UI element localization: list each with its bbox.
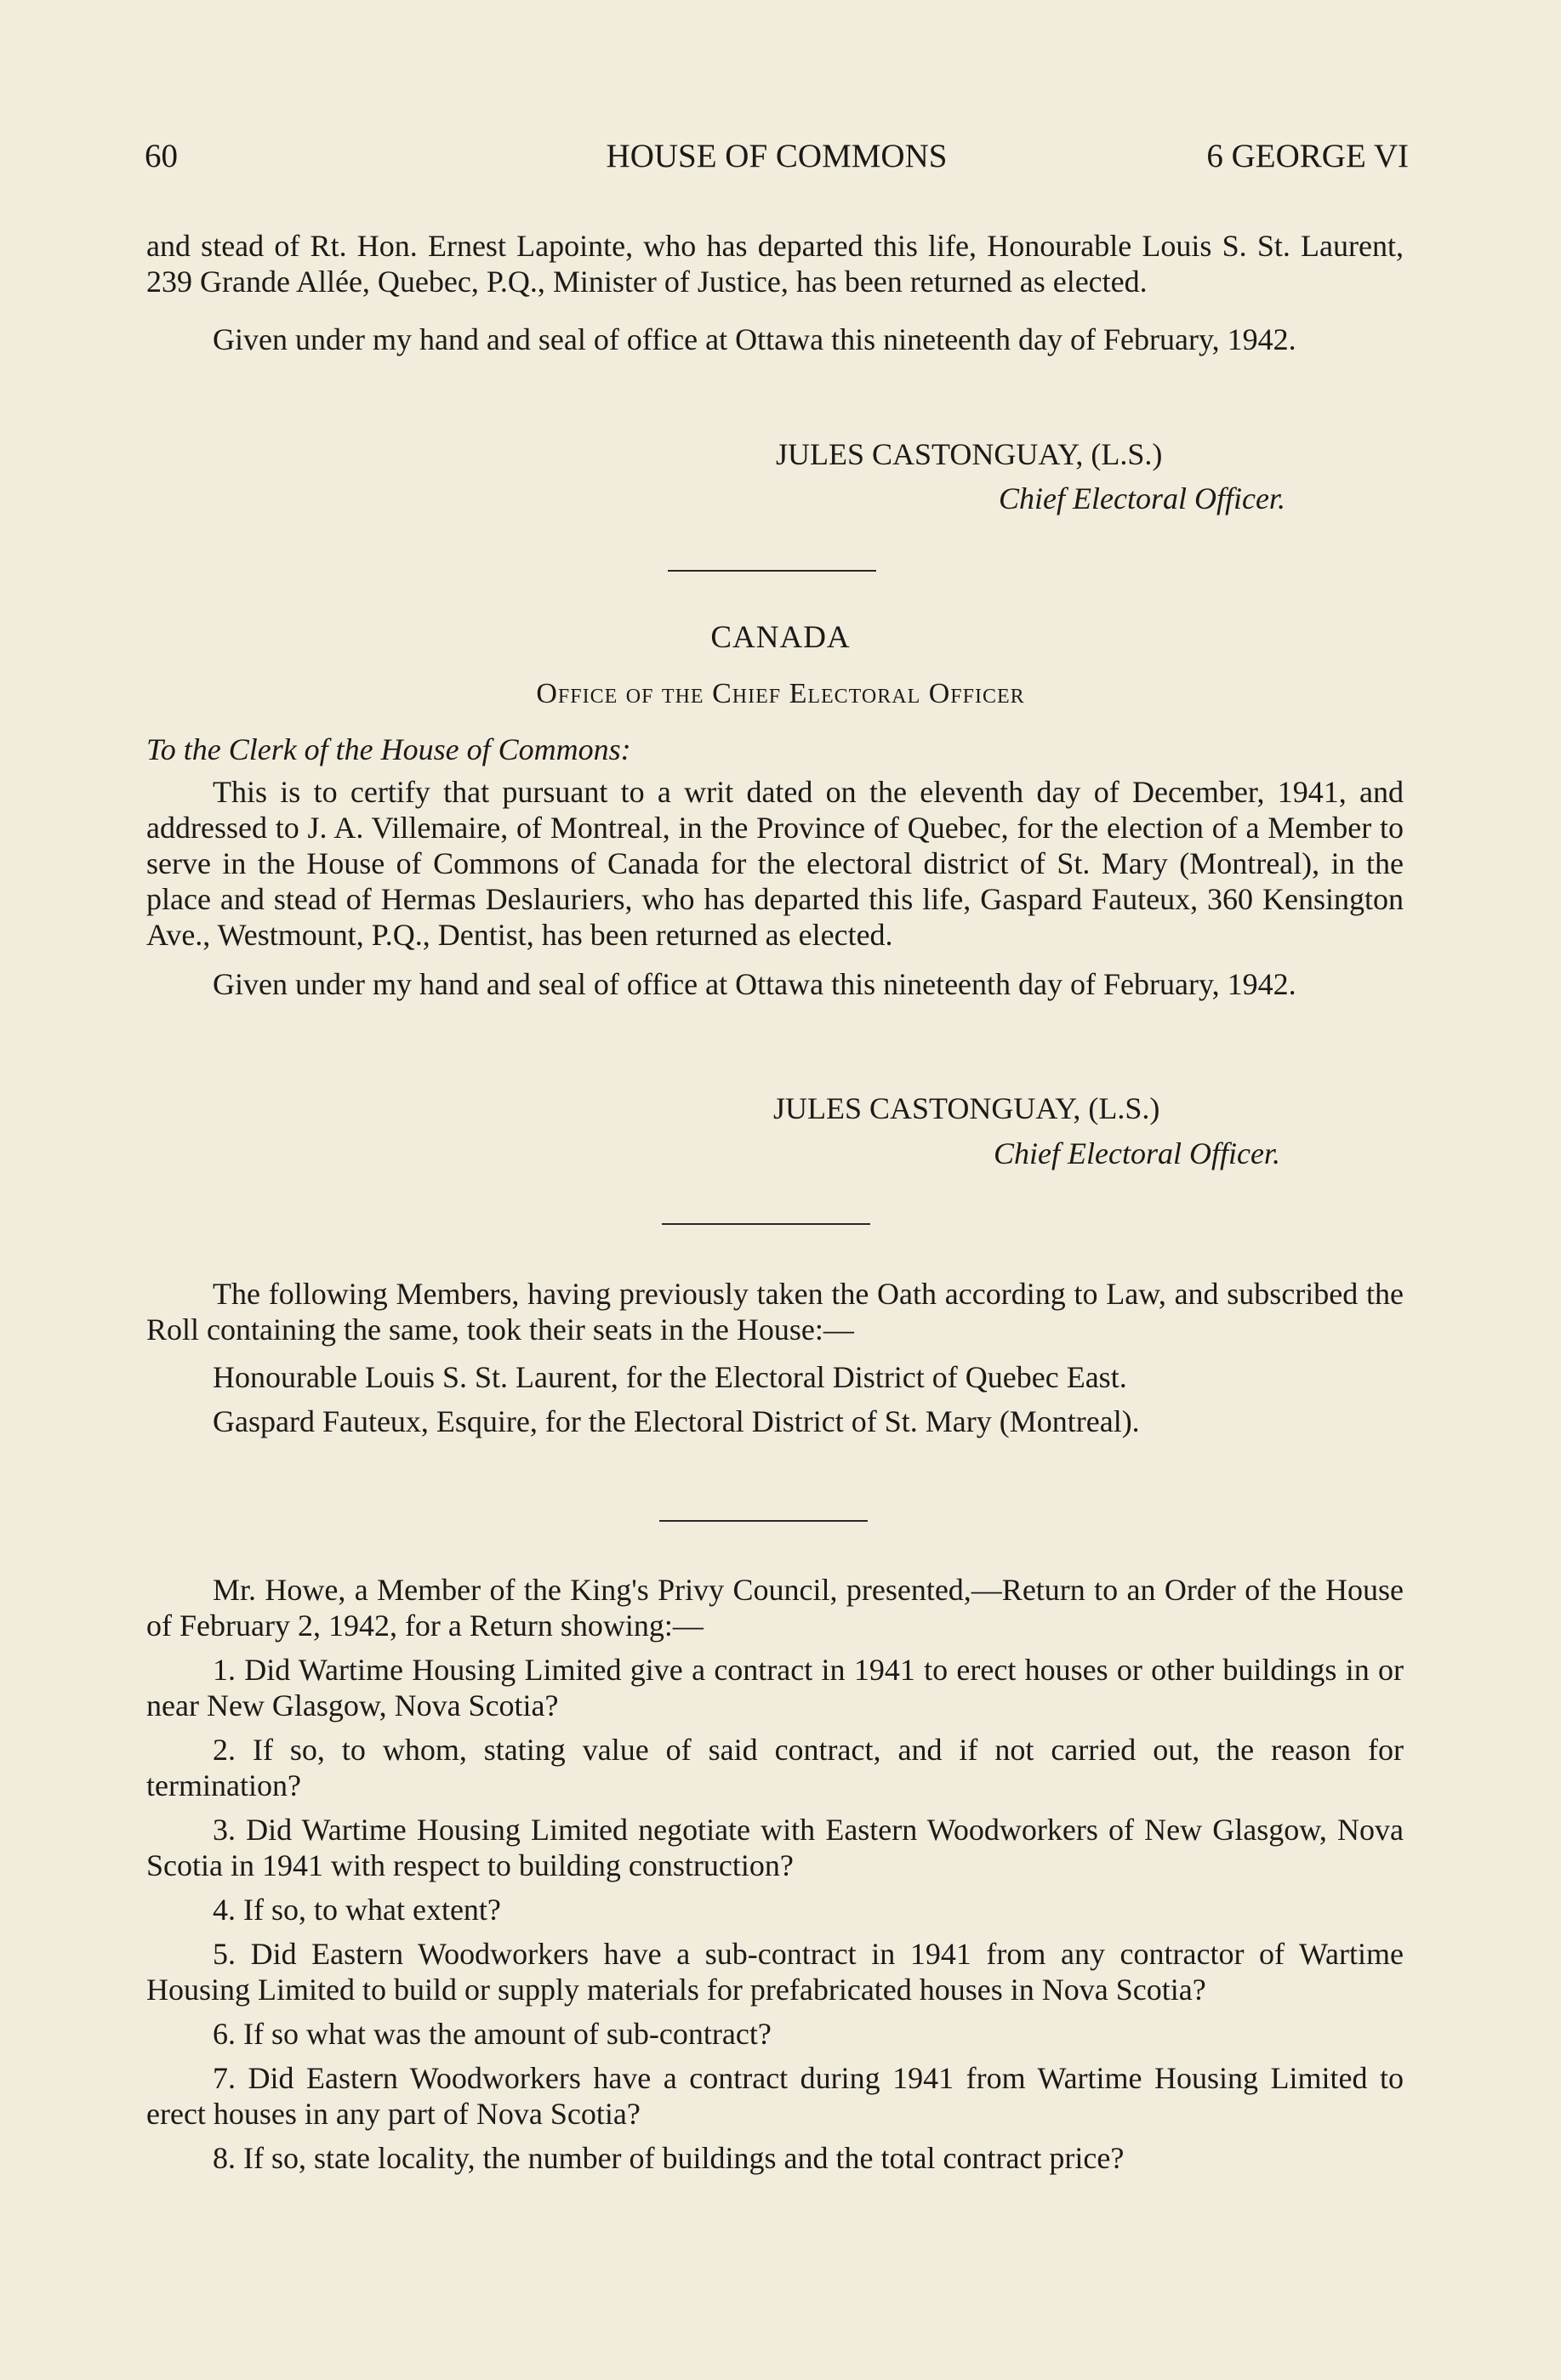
question-item: 6. If so what was the amount of sub-contract? bbox=[213, 2017, 772, 2051]
return-intro: Mr. Howe, a Member of the King's Privy Council, presented,—Return to an Order of the House of February 2, 1942, for a Return showing:— bbox=[146, 1573, 1404, 1643]
question-item: 2. If so, to whom, stating value of said contract, and if not carried out, the reason for termination? bbox=[146, 1733, 1404, 1802]
question-item: 5. Did Eastern Woodworkers have a sub-contract in 1941 from any contractor of Wartime Housing Limited to build or supply materials for prefabricated houses in Nova Scotia? bbox=[146, 1937, 1404, 2007]
canada-heading: CANADA bbox=[710, 620, 851, 655]
page-number: 60 bbox=[145, 138, 178, 174]
second-notice-signature: JULES CASTONGUAY, (L.S.) bbox=[773, 1091, 1160, 1125]
section-divider bbox=[659, 1520, 868, 1522]
question-item: 3. Did Wartime Housing Limited negotiate with Eastern Woodworkers of New Glasgow, Nova Scotia in 1941 with respect to building construction? bbox=[146, 1813, 1404, 1882]
second-notice-paragraph: This is to certify that pursuant to a writ dated on the eleventh day of December, 1941, and addressed to J. A. Villemaire, of Montreal, in the Province of Quebec, for the election of a Member to serve in the House of Commons of Canada for the electoral district of St. Mary (Montreal), in the place and stead of Hermas Deslauriers, who has departed this life, Gaspard Fauteux, 360 Kensington Ave., Westmount, P.Q., Dentist, has been returned as elected. bbox=[146, 775, 1404, 952]
member-entry: Honourable Louis S. St. Laurent, for the Electoral District of Quebec East. bbox=[213, 1360, 1127, 1394]
question-item: 1. Did Wartime Housing Limited give a contract in 1941 to erect houses or other buildings in or near New Glasgow, Nova Scotia? bbox=[146, 1653, 1404, 1722]
addressee-line: To the Clerk of the House of Commons: bbox=[146, 732, 631, 766]
members-intro: The following Members, having previously taken the Oath according to Law, and subscribed the Roll containing the same, took their seats in the House:— bbox=[146, 1277, 1404, 1347]
page-title: HOUSE OF COMMONS bbox=[606, 138, 948, 174]
return-section bbox=[146, 1572, 1404, 2176]
first-notice-signature-title: Chief Electoral Officer. bbox=[999, 481, 1285, 515]
question-item: 7. Did Eastern Woodworkers have a contract during 1941 from Wartime Housing Limited to erect houses in any part of Nova Scotia? bbox=[146, 2061, 1404, 2131]
office-heading: Office of the Chief Electoral Officer bbox=[536, 678, 1025, 709]
second-notice-signature-title: Chief Electoral Officer. bbox=[994, 1136, 1280, 1170]
running-header bbox=[145, 136, 1409, 177]
section-divider bbox=[668, 570, 876, 572]
first-notice-paragraph: and stead of Rt. Hon. Ernest Lapointe, who has departed this life, Honourable Louis S. St. Laurent, 239 Grande Allée, Quebec, P.Q., Minister of Justice, has been returned as elected. bbox=[146, 229, 1404, 299]
regnal-year: 6 GEORGE VI bbox=[1206, 138, 1409, 174]
second-notice-given: Given under my hand and seal of office at Ottawa this nineteenth day of February, 1942. bbox=[213, 967, 1296, 1001]
question-item: 8. If so, state locality, the number of buildings and the total contract price? bbox=[213, 2141, 1125, 2175]
first-notice-signature: JULES CASTONGUAY, (L.S.) bbox=[776, 437, 1163, 471]
first-notice bbox=[146, 228, 1404, 357]
member-entry: Gaspard Fauteux, Esquire, for the Electoral District of St. Mary (Montreal). bbox=[213, 1404, 1140, 1438]
section-divider bbox=[662, 1223, 870, 1225]
question-item: 4. If so, to what extent? bbox=[213, 1893, 501, 1927]
first-notice-given: Given under my hand and seal of office at Ottawa this nineteenth day of February, 1942. bbox=[213, 322, 1296, 356]
second-notice bbox=[146, 732, 1404, 1002]
members-section bbox=[146, 1276, 1404, 1439]
